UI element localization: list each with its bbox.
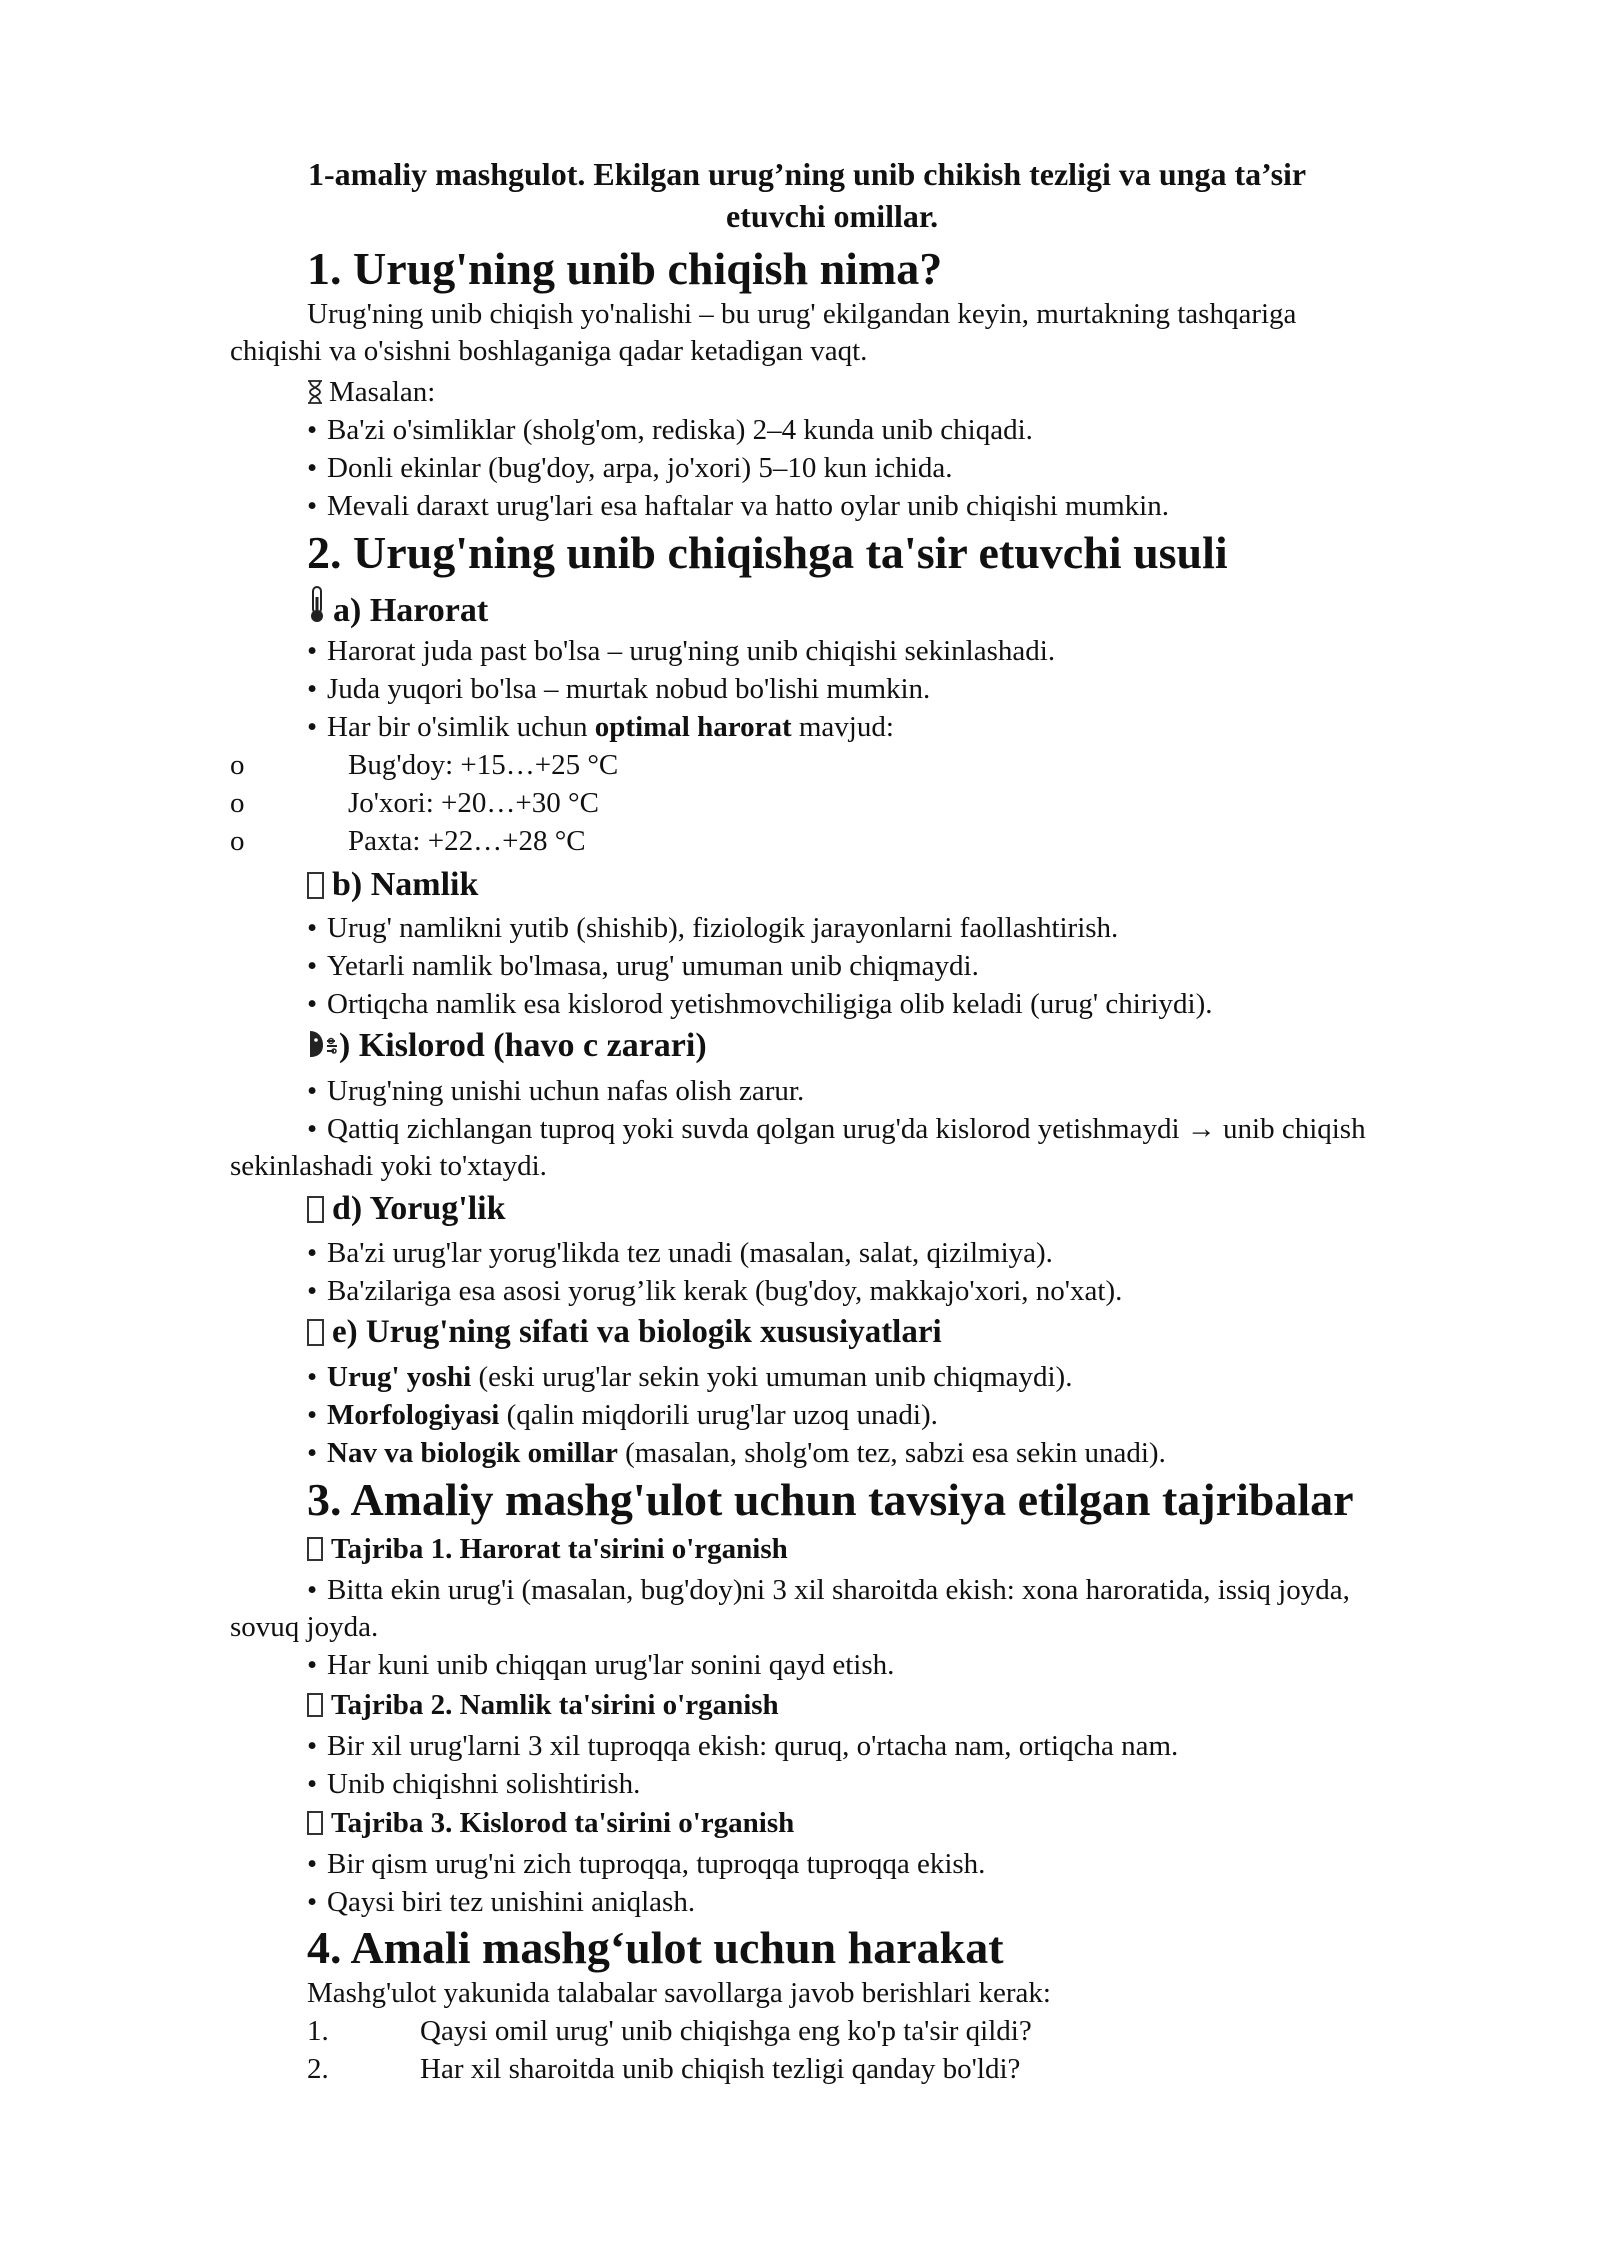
list-item: • Mevali daraxt urug'lari esa haftalar va hatto oylar unib chiqishi mumkin. <box>307 490 1169 522</box>
list-item-text: Urug' namlikni yutib (shishib), fiziologik jarayonlarni faollashtirish. <box>327 912 1119 944</box>
list-item-text: Mevali daraxt urug'lari esa haftalar va hatto oylar unib chiqishi mumkin. <box>327 490 1169 522</box>
list-item-text: Harorat juda past bo'lsa – urug'ning unib chiqishi sekinlashadi. <box>327 635 1056 667</box>
experiment-3-heading-row <box>307 1807 794 1840</box>
subsection-b-heading: b) Namlik <box>332 866 479 903</box>
list-item-text: Ortiqcha namlik esa kislorod yetishmovchiligiga olib keladi (urug' chiriydi). <box>327 988 1213 1020</box>
list-item: • Urug'ning unishi uchun nafas olish zarur. <box>307 1075 805 1107</box>
list-item: • Bir xil urug'larni 3 xil tuproqqa ekish: quruq, o'rtacha nam, ortiqcha nam. <box>307 1730 1179 1762</box>
list-item-text: Juda yuqori bo'lsa – murtak nobud bo'lishi mumkin. <box>327 673 931 705</box>
list-item-bold: Nav va biologik omillar <box>327 1437 618 1469</box>
subsection-d-heading: d) Yorug'lik <box>332 1190 506 1227</box>
list-item-text: Bir qism urug'ni zich tuproqqa, tuproqqa tuproqqa ekish. <box>327 1848 986 1880</box>
list-marker: o <box>230 787 245 819</box>
list-item-text: Donli ekinlar (bug'doy, arpa, jo'xori) 5–10 kun ichida. <box>327 452 953 484</box>
optimal-suffix: mavjud: <box>791 711 894 743</box>
thermometer-icon <box>307 585 327 634</box>
missing-glyph-icon <box>307 1537 323 1561</box>
item-text: Qaysi omil urug' unib chiqishga eng ko'p ta'sir qildi? <box>420 2015 1032 2047</box>
list-item: • Ba'zilariga esa asosi yorug’lik kerak (bug'doy, makkajo'xori, no'xat). <box>307 1275 1123 1307</box>
numbered-item <box>307 2013 1032 2050</box>
list-item: • Har kuni unib chiqqan urug'lar sonini qayd etish. <box>307 1649 895 1681</box>
list-item: • Donli ekinlar (bug'doy, arpa, jo'xori) 5–10 kun ichida. <box>307 452 953 484</box>
list-item-text: Ba'zilariga esa asosi yorug’lik kerak (bug'doy, makkajo'xori, no'xat). <box>327 1275 1123 1307</box>
list-item: • Urug' namlikni yutib (shishib), fiziologik jarayonlarni faollashtirish. <box>307 912 1119 944</box>
list-item-continuation: sovuq joyda. <box>230 1611 379 1643</box>
list-item: • Harorat juda past bo'lsa – urug'ning unib chiqishi sekinlashadi. <box>307 635 1056 667</box>
temperature-item <box>230 747 618 784</box>
subsection-a-heading: a) Harorat <box>333 592 489 629</box>
document-title-line-2: etuvchi omillar. <box>726 198 939 234</box>
list-item-text: Qattiq zichlangan tuproq yoki suvda qolgan urug'da kislorod yetishmaydi → unib chiqish <box>327 1113 1366 1145</box>
list-item-text: Urug'ning unishi uchun nafas olish zarur. <box>327 1075 805 1107</box>
list-item-text: Qaysi biri tez unishini aniqlash. <box>327 1886 696 1918</box>
missing-glyph-icon <box>307 1811 323 1835</box>
subsection-b-heading-row <box>307 866 478 904</box>
list-item-text: (qalin miqdorili urug'lar uzoq unadi). <box>499 1399 938 1431</box>
section-4-intro: Mashg'ulot yakunida talabalar savollarga javob berishlari kerak: <box>307 1977 1051 2009</box>
list-item: • Juda yuqori bo'lsa – murtak nobud bo'lishi mumkin. <box>307 673 931 705</box>
list-item: • Bir qism urug'ni zich tuproqqa, tuproqqa tuproqqa ekish. <box>307 1848 986 1880</box>
list-item: • Qaysi biri tez unishini aniqlash. <box>307 1886 696 1918</box>
example-row <box>307 374 435 414</box>
subsection-e-heading-row <box>307 1314 942 1351</box>
experiment-1-heading: Tajriba 1. Harorat ta'sirini o'rganish <box>331 1533 788 1565</box>
section-4-heading: 4. Amali mashg‘ulot uchun harakat <box>307 1922 1004 1973</box>
experiment-1-heading-row <box>307 1533 788 1566</box>
section-1-paragraph-line-1: Urug'ning unib chiqish yo'nalishi – bu urug' ekilgandan keyin, murtakning tashqariga <box>307 298 1297 330</box>
list-item-text: Har kuni unib chiqqan urug'lar sonini qayd etish. <box>327 1649 895 1681</box>
list-item-text: Ba'zi urug'lar yorug'likda tez unadi (masalan, salat, qizilmiya). <box>327 1237 1053 1269</box>
missing-glyph-icon <box>307 1319 324 1346</box>
section-1-paragraph-line-2: chiqishi va o'sishni boshlaganiga qadar ketadigan vaqt. <box>230 335 868 367</box>
list-item: • Nav va biologik omillar (masalan, sholg'om tez, sabzi esa sekin unadi). <box>307 1437 1166 1469</box>
optimal-prefix: Har bir o'simlik uchun <box>327 711 595 743</box>
example-label: Masalan: <box>329 376 436 408</box>
list-item-text: (eski urug'lar sekin yoki umuman unib chiqmaydi). <box>471 1361 1073 1393</box>
list-item-continuation: sekinlashadi yoki to'xtaydi. <box>230 1150 547 1182</box>
list-item: • Urug' yoshi (eski urug'lar sekin yoki umuman unib chiqmaydi). <box>307 1361 1073 1393</box>
list-marker: o <box>230 825 245 857</box>
list-item: • Yetarli namlik bo'lmasa, urug' umuman unib chiqmaydi. <box>307 950 979 982</box>
list-item: • Morfologiyasi (qalin miqdorili urug'lar uzoq unadi). <box>307 1399 938 1431</box>
missing-glyph-icon <box>307 1196 324 1223</box>
list-item-text: Yetarli namlik bo'lmasa, urug' umuman unib chiqmaydi. <box>327 950 979 982</box>
list-marker: o <box>230 749 245 781</box>
section-1-heading: 1. Urug'ning unib chiqish nima? <box>307 243 943 294</box>
item-number: 2. <box>307 2053 329 2085</box>
temperature-item <box>230 785 599 822</box>
hourglass-icon <box>307 377 323 414</box>
document-title-line-1: 1-amaliy mashgulot. Ekilgan urug’ning unib chikish tezligi va unga ta’sir <box>308 156 1307 192</box>
list-item-text: Ba'zi o'simliklar (sholg'om, rediska) 2–4 kunda unib chiqadi. <box>327 414 1033 446</box>
optimal-bold: optimal harorat <box>594 711 792 743</box>
list-item: • Har bir o'simlik uchun optimal harorat mavjud: <box>307 711 894 743</box>
subsection-d-heading-row <box>307 1190 506 1228</box>
list-item: • Ba'zi o'simliklar (sholg'om, rediska) 2–4 kunda unib chiqadi. <box>307 414 1033 446</box>
list-item-bold: Morfologiyasi <box>327 1399 500 1431</box>
item-text: Har xil sharoitda unib chiqish tezligi qanday bo'ldi? <box>420 2053 1021 2085</box>
list-item-text: Bitta ekin urug'i (masalan, bug'doy)ni 3 xil sharoitda ekish: xona haroratida, issiq joyda, <box>327 1574 1350 1606</box>
numbered-item <box>307 2051 1020 2088</box>
list-item-text: (masalan, sholg'om tez, sabzi esa sekin unadi). <box>617 1437 1166 1469</box>
section-3-heading: 3. Amaliy mashg'ulot uchun tavsiya etilgan tajribalar <box>307 1474 1354 1525</box>
list-item-text: Bir xil urug'larni 3 xil tuproqqa ekish: quruq, o'rtacha nam, ortiqcha nam. <box>327 1730 1179 1762</box>
list-item: • Ortiqcha namlik esa kislorod yetishmovchiligiga olib keladi (urug' chiriydi). <box>307 988 1213 1020</box>
item-number: 1. <box>307 2015 329 2047</box>
wind-face-icon <box>307 1029 339 1068</box>
subsection-a-heading-row <box>307 585 488 634</box>
list-item: • Ba'zi urug'lar yorug'likda tez unadi (masalan, salat, qizilmiya). <box>307 1237 1053 1269</box>
temperature-text: Jo'xori: +20…+30 °C <box>348 787 599 819</box>
missing-glyph-icon <box>307 1693 323 1717</box>
list-item-bold: Urug' yoshi <box>327 1361 472 1393</box>
temperature-item <box>230 823 586 860</box>
experiment-3-heading: Tajriba 3. Kislorod ta'sirini o'rganish <box>331 1807 795 1839</box>
experiment-2-heading: Tajriba 2. Namlik ta'sirini o'rganish <box>331 1689 779 1721</box>
missing-glyph-icon <box>307 872 324 899</box>
list-item: • Qattiq zichlangan tuproq yoki suvda qolgan urug'da kislorod yetishmaydi → unib chiqish <box>307 1113 1366 1145</box>
subsection-c-heading-row <box>307 1027 707 1068</box>
subsection-e-heading: e) Urug'ning sifati va biologik xususiyatlari <box>332 1314 942 1350</box>
section-2-heading: 2. Urug'ning unib chiqishga ta'sir etuvchi usuli <box>307 527 1228 578</box>
temperature-text: Paxta: +22…+28 °C <box>348 825 586 857</box>
list-item-text: Unib chiqishni solishtirish. <box>327 1768 641 1800</box>
experiment-2-heading-row <box>307 1689 779 1722</box>
temperature-text: Bug'doy: +15…+25 °C <box>348 749 619 781</box>
list-item: • Bitta ekin urug'i (masalan, bug'doy)ni 3 xil sharoitda ekish: xona haroratida, issiq joyda, <box>307 1574 1350 1606</box>
list-item: • Unib chiqishni solishtirish. <box>307 1768 641 1800</box>
subsection-c-heading: ) Kislorod (havo c zarari) <box>339 1027 707 1064</box>
